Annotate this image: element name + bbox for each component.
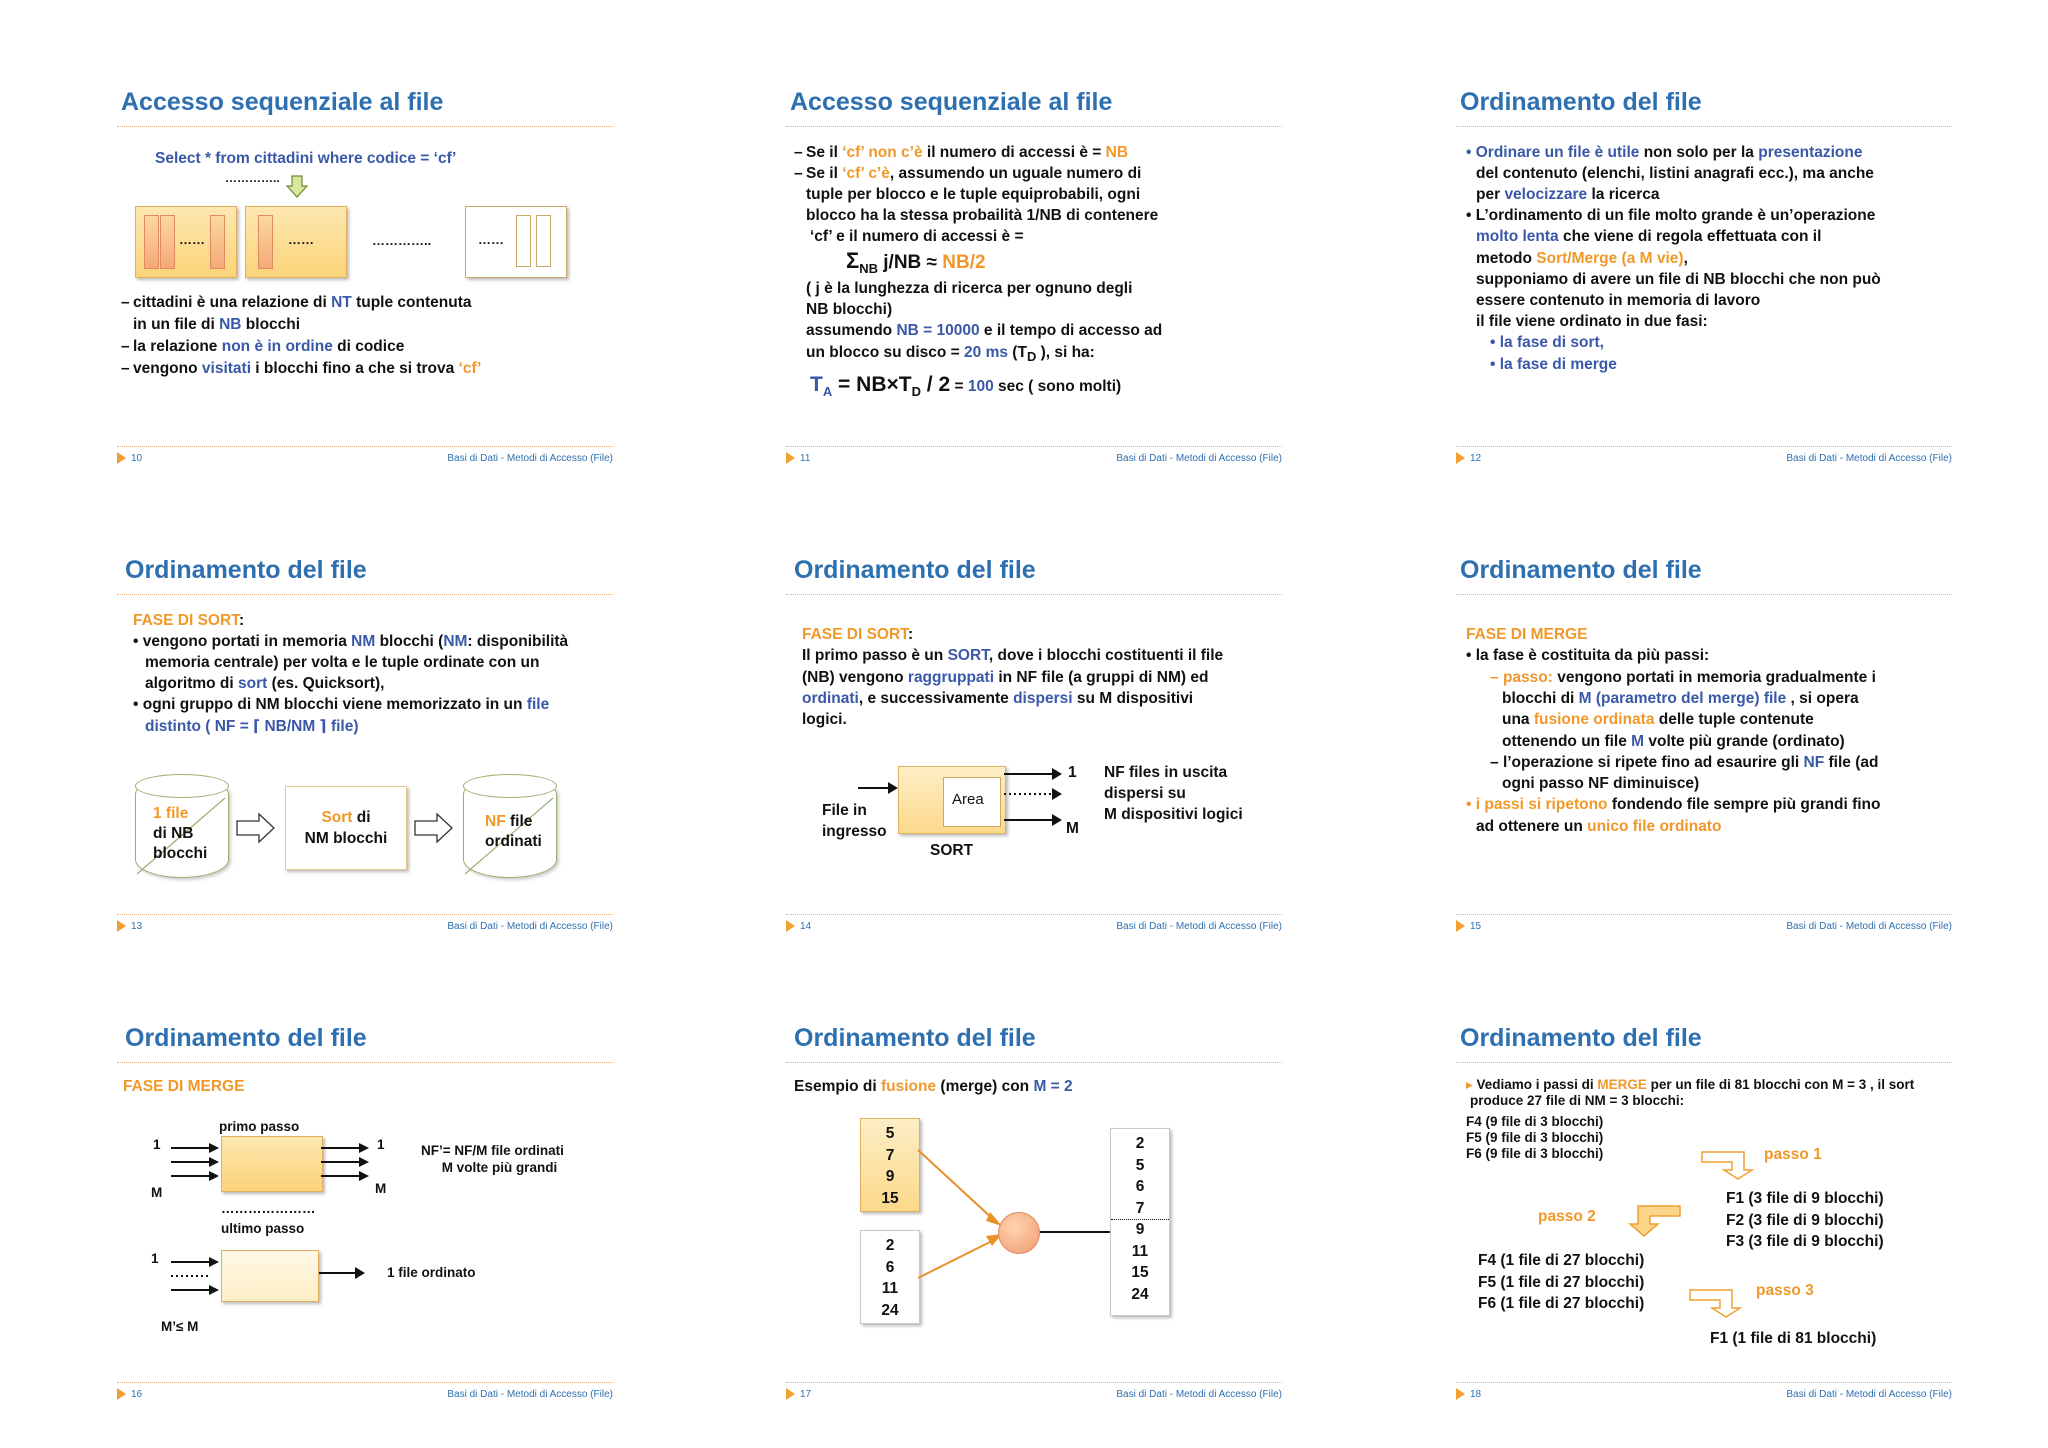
- merge-box: [221, 1136, 323, 1192]
- block-last: ……: [465, 206, 567, 278]
- slide-title: Accesso sequenziale al file: [121, 88, 444, 116]
- sub-bullet: • la fase di sort,: [1490, 334, 1604, 351]
- slide-16: Ordinamento del file FASE DI MERGE primo passo 1 M 1 M NF’= NF/M file ordinati M volte più grandi ………………… ultimo passo 1 1 file ordinato M’≤ M 16 Basi di Dati - Metodi di Accesso (File): [117, 1024, 617, 1384]
- text-line: – Se il ‘cf’ non c’è il numero di accessi è = NB: [806, 142, 1128, 164]
- slide-10: Accesso sequenziale al file Select * from cittadini where codice = ‘cf’ ………….. …… …… ………….. …… – cittadini è una relazione di NT tuple contenuta in un file di NB blocchi – la relazione non è in ordine di codice – vengono visitati i blocchi fino a che si trova ‘cf’ 10 Basi di Dati - Metodi di Accesso (File): [117, 88, 617, 448]
- footer-arrow-icon: [1456, 920, 1465, 932]
- slide-18: Ordinamento del file ▸ Vediamo i passi di MERGE per un file di 81 blocchi con M = 3 , il sort produce 27 file di NM = 3 blocchi: F4 (9 file di 3 blocchi) F5 (9 file di 3 blocchi) F6 (9 file di 3 blocchi) passo 1 F1 (3 file di 9 blocchi) F2 (3 file di 9 blocchi) F3 (3 file di 9 blocchi) passo 2 F4 (1 file di 27 blocchi) F5 (1 file di 27 blocchi) F6 (1 file di 27 blocchi) passo 3 F1 (1 file di 81 blocchi) 18 Basi di Dati - Metodi di Accesso (File): [1456, 1024, 1956, 1384]
- input-arrow: [858, 782, 898, 794]
- right-arrow-icon: [237, 814, 275, 842]
- input-arrows: [171, 1142, 221, 1192]
- merge-node: [998, 1212, 1040, 1254]
- footer-text: Basi di Dati - Metodi di Accesso (File): [1786, 453, 1952, 464]
- footer-arrow-icon: [1456, 1388, 1465, 1400]
- footer-arrow-icon: [117, 1388, 126, 1400]
- footer-arrow-icon: [786, 920, 795, 932]
- slide-title: Ordinamento del file: [1460, 88, 1702, 116]
- slide-number: 15: [1470, 921, 1482, 932]
- slide-number: 14: [800, 921, 812, 932]
- bend-arrow-icon: [1626, 1204, 1682, 1238]
- slide-12: Ordinamento del file • Ordinare un file è utile non solo per la presentazione del contenuto (elenchi, listini anagrafi ecc.), ma anche per velocizzare la ricerca • L’ordinamento di un file molto grande è un’operazione molto lenta che viene di regola effettuata con il metodo Sort/Merge (a M vie), supponiamo di avere un file di NB blocchi che non può essere contenuto in memoria di lavoro il file viene ordinato in due fasi: • la fase di sort, • la fase di merge 12 Basi di Dati - Metodi di Accesso (File): [1456, 88, 1956, 448]
- text-line: – la relazione non è in ordine di codice: [133, 336, 404, 358]
- slide-title: Ordinamento del file: [125, 1024, 367, 1052]
- phase-heading: FASE DI SORT:: [133, 612, 245, 629]
- text-line: blocco ha la stessa probailità 1/NB di contenere: [806, 207, 1159, 224]
- slide-number: 10: [131, 453, 143, 464]
- merged-output: 2 5 6 7 9 11 15 24: [1110, 1128, 1170, 1316]
- slide-17: [786, 1024, 1286, 1400]
- text-line: NB blocchi): [806, 301, 893, 318]
- slide-title: Ordinamento del file: [794, 1024, 1036, 1052]
- query-text: Select * from cittadini where codice = ‘cf’: [155, 150, 457, 167]
- slide-title: Ordinamento del file: [125, 556, 367, 584]
- output-arrows: [321, 1142, 371, 1192]
- text-line: in un file di NB blocchi: [133, 316, 301, 333]
- access-time-formula: $T_A = NB\times T_D / 2 = 100$ sec ( sono molti): [810, 373, 1122, 400]
- title-rule: [117, 126, 613, 127]
- bullet-item: • L’ordinamento di un file molto grande è un’operazione: [1466, 207, 1876, 224]
- slide-title: Ordinamento del file: [794, 556, 1036, 584]
- phase-heading: FASE DI MERGE: [123, 1078, 245, 1095]
- final-merge-box: [221, 1250, 319, 1302]
- down-arrow-icon: [287, 176, 307, 198]
- bullet-item: • vengono portati in memoria NM blocchi (NM: disponibilità: [133, 633, 569, 650]
- footer-text: Basi di Dati - Metodi di Accesso (File): [1116, 453, 1282, 464]
- footer-text: Basi di Dati - Metodi di Accesso (File): [1786, 921, 1952, 932]
- bend-arrow-icon: [1700, 1148, 1756, 1180]
- slide-title: Ordinamento del file: [1460, 1024, 1702, 1052]
- output-arrows: [1004, 768, 1064, 834]
- footer-text: Basi di Dati - Metodi di Accesso (File): [447, 453, 613, 464]
- sort-box: Sort di NM blocchi: [285, 786, 407, 870]
- slide-number: 16: [131, 1389, 143, 1400]
- sum-formula: $\Sigma_{NB}$ j/NB ≈ NB/2: [846, 248, 986, 276]
- bullet-item: • ogni gruppo di NM blocchi viene memorizzato in un file: [133, 696, 550, 713]
- slide-title: Ordinamento del file: [1460, 556, 1702, 584]
- sort-area-box: Area: [898, 766, 1006, 834]
- sub-bullet: • la fase di merge: [1490, 356, 1617, 373]
- slide-number: 17: [800, 1389, 812, 1400]
- bullet-item: • i passi si ripetono fondendo file sempre più grandi fino: [1466, 796, 1881, 813]
- text-line: – vengono visitati i blocchi fino a che si trova ‘cf’: [133, 358, 481, 380]
- phase-heading: FASE DI SORT:: [802, 626, 914, 643]
- slide-title: Accesso sequenziale al file: [790, 88, 1113, 116]
- text-line: ( j è la lunghezza di ricerca per ognuno degli: [806, 280, 1133, 297]
- footer-text: Basi di Dati - Metodi di Accesso (File): [1786, 1389, 1952, 1400]
- slide-number: 12: [1470, 453, 1482, 464]
- slide-11: [786, 88, 1286, 464]
- block-1: ……: [135, 206, 237, 278]
- footer-arrow-icon: [786, 452, 795, 464]
- bullet-item: • la fase è costituita da più passi:: [1466, 647, 1710, 664]
- right-arrow-icon: [415, 814, 453, 842]
- slide-number: 11: [800, 453, 811, 464]
- footer-text: Basi di Dati - Metodi di Accesso (File): [1116, 921, 1282, 932]
- slide-15: Ordinamento del file FASE DI MERGE • la fase è costituita da più passi: – passo: vengono portati in memoria gradualmente i blocchi di M (parametro del merge) file , si opera una fusione ordinata delle tuple contenute ottenendo un file M volte più grande (ordinato) – l’operazione si ripete fino ad esaurire gli NF file (ad ogni passo NF diminuisce) • i passi si ripetono fondendo file sempre più grandi fino ad ottenere un unico file ordinato 15 Basi di Dati - Metodi di Accesso (File): [1456, 556, 1956, 916]
- run-1: 5 7 9 15: [860, 1118, 920, 1212]
- footer-arrow-icon: [117, 452, 126, 464]
- footer-arrow-icon: [117, 920, 126, 932]
- slide-14: Ordinamento del file FASE DI SORT: Il primo passo è un SORT, dove i blocchi costituenti il file (NB) vengono raggruppati in NF file (a gruppi di NM) ed ordinati, e successivamente dispersi su M dispositivi logici. File in ingresso Area SORT 1 M NF files in uscita dispersi su M dispositivi logici 14 Basi di Dati - Metodi di Accesso (File): [786, 556, 1286, 916]
- example-heading: Esempio di fusione (merge) con M = 2: [794, 1078, 1073, 1095]
- footer-text: Basi di Dati - Metodi di Accesso (File): [447, 1389, 613, 1400]
- slide-number: 13: [131, 921, 143, 932]
- slide-13: Ordinamento del file FASE DI SORT: • vengono portati in memoria NM blocchi (NM: disponibilità memoria centrale) per volta e le tuple ordinate con un algoritmo di sort (es. Quicksort), • ogni gruppo di NM blocchi viene memorizzato in un file distinto ( NF = ⌈ NB/NM ⌉ file) 1 file di NB blocchi Sort di NM blocchi NF file ordinati 13 Basi di Dati - Metodi di Accesso (File): [117, 556, 617, 916]
- bend-arrow-icon: [1688, 1286, 1744, 1318]
- bullet-item: • Ordinare un file è utile non solo per la presentazione: [1466, 144, 1863, 161]
- text-line: – Se il ‘cf’ c’è, assumendo un uguale numero di: [806, 163, 1141, 185]
- intro-text: ▸ Vediamo i passi di MERGE per un file di 81 blocchi con M = 3 , il sort: [1466, 1077, 1915, 1092]
- text-line: tuple per blocco e le tuple equiprobabili, ogni: [806, 186, 1141, 203]
- text-line: – cittadini è una relazione di NT tuple contenuta: [133, 292, 471, 314]
- text-line: assumendo NB = 10000 e il tempo di accesso ad: [806, 322, 1163, 339]
- footer-text: Basi di Dati - Metodi di Accesso (File): [1116, 1389, 1282, 1400]
- text-line: un blocco su disco = 20 ms ($T_D$ ), si ha:: [806, 344, 1095, 365]
- footer-text: Basi di Dati - Metodi di Accesso (File): [447, 921, 613, 932]
- phase-heading: FASE DI MERGE: [1466, 626, 1588, 643]
- footer-arrow-icon: [786, 1388, 795, 1400]
- run-2: 2 6 11 24: [860, 1230, 920, 1324]
- block-2: ……: [245, 206, 347, 278]
- footer-arrow-icon: [1456, 452, 1465, 464]
- text-line: ‘cf’ e il numero di accessi è =: [810, 228, 1024, 245]
- slide-number: 18: [1470, 1389, 1482, 1400]
